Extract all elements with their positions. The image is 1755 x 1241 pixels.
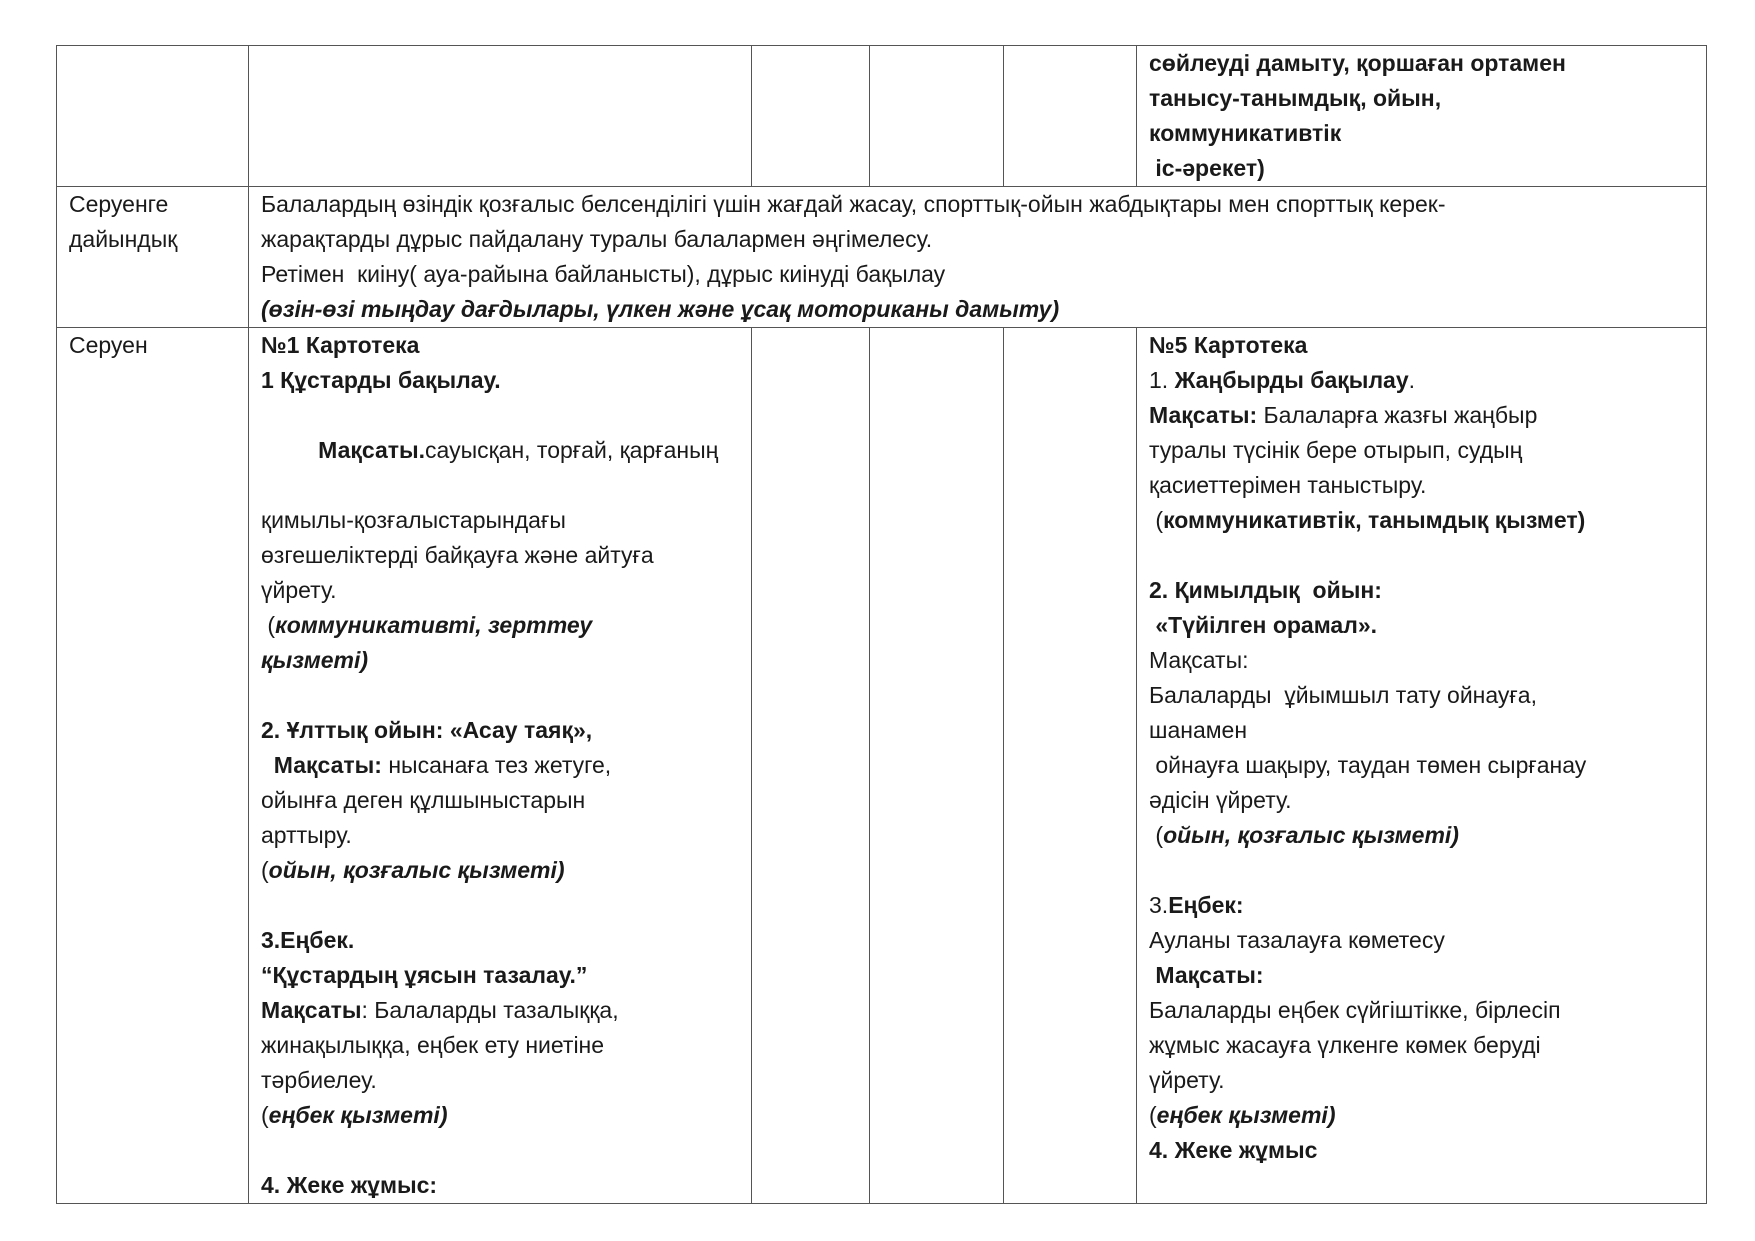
text-line: Балалардың өзіндік қозғалыс белсенділігі үшін жағдай жасау, спорттық-ойын жабдықтары мен спорттық керек- (261, 191, 1446, 217)
observation-title: 1 Құстарды бақылау. (261, 367, 501, 393)
card-title: №5 Картотека (1149, 332, 1308, 358)
goal-label: Мақсаты: (1149, 402, 1258, 428)
text-line: туралы түсінік бере отырып, судың (1149, 437, 1523, 463)
text-line: қимылы-қозғалыстарындағы (261, 507, 566, 533)
text-line: арттыру. (261, 822, 352, 848)
goal-label: Мақсаты: (1149, 647, 1249, 673)
goal-text: нысанаға тез жетуге, (381, 752, 612, 778)
goal-label: Мақсаты: (261, 752, 382, 778)
row-label-walk-preparation (57, 187, 249, 328)
activity-type: ойын, қозғалыс қызметі) (1163, 822, 1459, 848)
cell-empty (57, 46, 249, 187)
goal-text: сауысқан, торғай, қарғаның (425, 437, 719, 463)
cell-empty (870, 46, 1004, 187)
activity-type: коммуникативті, зерттеу (275, 612, 593, 638)
text-line: жарақтарды дұрыс пайдалану туралы балалармен әңгімелесу. (261, 226, 933, 252)
cell-walk-card-1 (249, 328, 752, 1204)
text-line: өзгешеліктерді байқауға және айтуға (261, 542, 654, 568)
row-label-line: Серуенге (69, 191, 169, 217)
paren: ( (1149, 822, 1164, 848)
cell-empty (1004, 328, 1137, 1204)
labor-number: 3. (1149, 892, 1169, 918)
observation-title: Жаңбырды бақылау (1174, 367, 1409, 393)
cell-empty (249, 46, 752, 187)
text-line: Балаларды еңбек сүйгіштікке, бірлесіп (1149, 997, 1561, 1023)
game-title: 2. Қимылдық ойын: (1149, 577, 1382, 603)
activity-type: еңбек қызметі) (1156, 1102, 1336, 1128)
game-name: «Түйілген орамал». (1149, 612, 1378, 638)
goal-text: Балаларға жазғы жаңбыр (1257, 402, 1538, 428)
individual-work-title: 4. Жеке жұмыс: (261, 1172, 438, 1198)
table-row-walk-preparation (57, 187, 1707, 328)
row-label-walk (57, 328, 249, 1204)
activity-type: коммуникативтік, танымдық қызмет) (1163, 507, 1586, 533)
text-line: Балаларды ұйымшыл тату ойнауға, (1149, 682, 1537, 708)
activity-type: ойын, қозғалыс қызметі) (268, 857, 565, 883)
text-line: үйрету. (1149, 1067, 1225, 1093)
paren: ( (261, 612, 276, 638)
text-line: үйрету. (261, 577, 337, 603)
daily-plan-table (56, 45, 1707, 1204)
goal-text: : Балаларды тазалыққа, (361, 997, 619, 1023)
text-line: жинақылыққа, еңбек ету ниетіне (261, 1032, 605, 1058)
paren: ( (1149, 1102, 1157, 1128)
individual-work-title: 4. Жеке жұмыс (1149, 1137, 1318, 1163)
text-line: ойынға деген құлшыныстарын (261, 787, 586, 813)
goal-label: Мақсаты. (318, 437, 426, 463)
text-line: шанамен (1149, 717, 1248, 743)
row-label-line: дайындық (69, 226, 178, 252)
goal-label: Мақсаты: (1149, 962, 1264, 988)
text-line: тәрбиелеу. (261, 1067, 377, 1093)
text-line-activity: (өзін-өзі тыңдау дағдылары, үлкен және ұсақ моториканы дамыту) (261, 296, 1060, 322)
labor-title: 3.Еңбек. (261, 927, 355, 953)
text-line: сөйлеуді дамыту, қоршаған ортамен (1149, 50, 1566, 76)
paren: ( (1149, 507, 1164, 533)
text-line: Ретімен киіну( ауа-райына байланысты), дұрыс киінуді бақылау (261, 261, 946, 287)
text-line: танысу-танымдық, ойын, (1149, 85, 1442, 111)
text-line: ойнауға шақыру, таудан төмен сырғанау (1149, 752, 1587, 778)
punct: . (1408, 367, 1416, 393)
game-title: 2. Ұлттық ойын: «Асау таяқ», (261, 717, 593, 743)
labor-text: Ауланы тазалауға көметесу (1149, 927, 1445, 953)
cell-activity-types (1137, 46, 1707, 187)
goal-label: Мақсаты (261, 997, 362, 1023)
card-title: №1 Картотека (261, 332, 420, 358)
cell-empty (870, 328, 1004, 1204)
text-line: коммуникативтік (1149, 120, 1342, 146)
cell-empty (1004, 46, 1137, 187)
paren: ( (261, 857, 269, 883)
table-row-continuation (57, 46, 1707, 187)
activity-type: еңбек қызметі) (268, 1102, 448, 1128)
table-row-walk (57, 328, 1707, 1204)
row-label-line: Серуен (69, 332, 148, 358)
cell-empty (752, 328, 870, 1204)
text-line: әдісін үйрету. (1149, 787, 1292, 813)
labor-name: “Құстардың ұясын тазалау.” (261, 962, 588, 988)
text-line: жұмыс жасауға үлкенге көмек беруді (1149, 1032, 1541, 1058)
cell-walk-card-5 (1137, 328, 1707, 1204)
labor-title: Еңбек: (1168, 892, 1244, 918)
observation-number: 1. (1149, 367, 1175, 393)
paren: ( (261, 1102, 269, 1128)
activity-type: қызметі) (261, 647, 369, 673)
text-line: іс-әрекет) (1149, 155, 1265, 181)
cell-empty (752, 46, 870, 187)
cell-walk-preparation (249, 187, 1707, 328)
text-line: қасиеттерімен таныстыру. (1149, 472, 1427, 498)
